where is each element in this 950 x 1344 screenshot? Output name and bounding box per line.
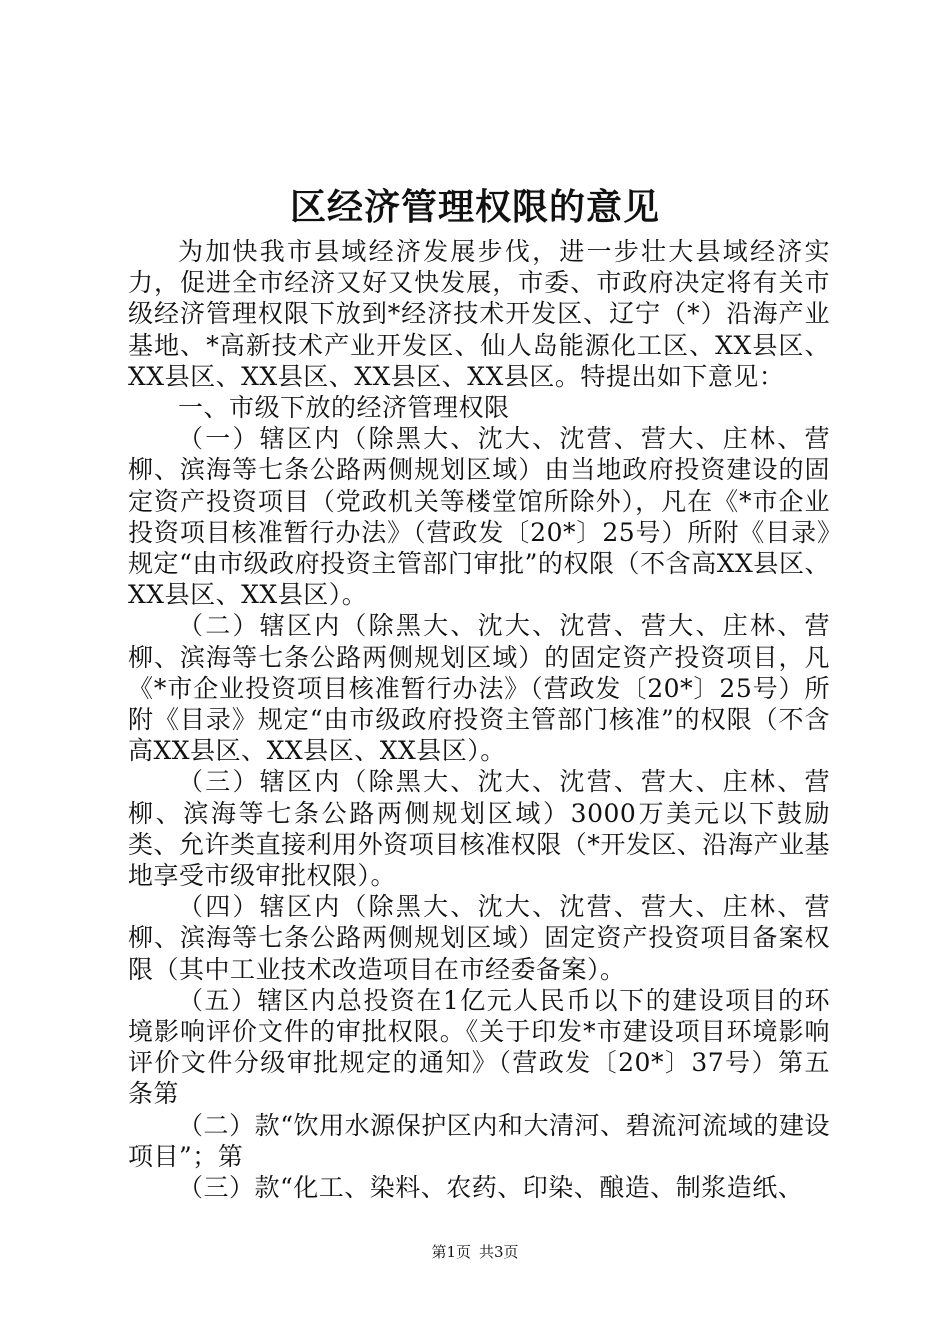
- paragraph-item-4: （四）辖区内（除黑大、沈大、沈营、营大、庄林、营柳、滨海等七条公路两侧规划区域）固定资产投资项目备案权限（其中工业技术改造项目在市经委备案）。: [128, 892, 830, 984]
- page-number: 第1页: [431, 1243, 471, 1261]
- paragraph-item-1: （一）辖区内（除黑大、沈大、沈营、营大、庄林、营柳、滨海等七条公路两侧规划区域）由当地政府投资建设的固定资产投资项目（党政机关等楼堂馆所除外），凡在《*市企业投资项目核准暂行办法》（营政发〔20*〕25号）所附《目录》规定“由市级政府投资主管部门审批”的权限（不含高XX县区、XX县区、XX县区）。: [128, 424, 830, 610]
- paragraph-subitem-2: （二）款“饮用水源保护区内和大清河、碧流河流域的建设项目”；第: [128, 1110, 830, 1171]
- paragraph-subitem-3: （三）款“化工、染料、农药、印染、酿造、制浆造纸、: [178, 1173, 804, 1203]
- paragraph-intro: 为加快我市县域经济发展步伐，进一步壮大县域经济实力，促进全市经济又好又快发展，市委、市政府决定将有关市级经济管理权限下放到*经济技术开发区、辽宁（*）沿海产业基地、*高新技术产业开发区、仙人岛能源化工区、XX县区、XX县区、XX县区、XX县区、XX县区。特提出如下意见：: [128, 237, 830, 391]
- paragraph-item-5: （五）辖区内总投资在1亿元人民币以下的建设项目的环境影响评价文件的审批权限。《关于印发*市建设项目环境影响评价文件分级审批规定的通知》（营政发〔20*〕37号）第五条第: [128, 985, 830, 1109]
- section-heading: 一、市级下放的经济管理权限: [178, 393, 510, 423]
- document-body: [128, 236, 830, 1203]
- page-footer: [0, 1242, 950, 1262]
- document-title: 区经济管理权限的意见: [289, 186, 660, 228]
- page-total: 共3页: [479, 1243, 519, 1261]
- paragraph-item-3: （三）辖区内（除黑大、沈大、沈营、营大、庄林、营柳、滨海等七条公路两侧规划区域）3000万美元以下鼓励类、允许类直接利用外资项目核准权限（*开发区、沿海产业基地享受市级审批权限）。: [128, 767, 830, 891]
- paragraph-item-2: （二）辖区内（除黑大、沈大、沈营、营大、庄林、营柳、滨海等七条公路两侧规划区域）的固定资产投资项目，凡《*市企业投资项目核准暂行办法》（营政发〔20*〕25号）所附《目录》规定“由市级政府投资主管部门核准”的权限（不含高XX县区、XX县区、XX县区）。: [128, 611, 830, 766]
